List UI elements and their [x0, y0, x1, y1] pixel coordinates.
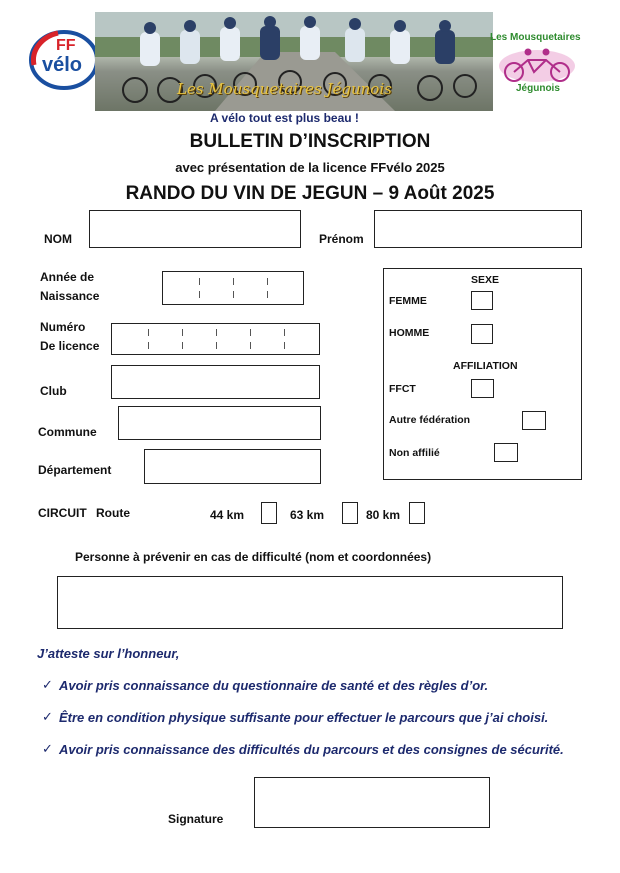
non-affilie-checkbox[interactable]	[494, 443, 518, 462]
circuit-option-63-label: 63 km	[290, 508, 325, 522]
club-logo	[488, 30, 588, 98]
emergency-contact-field[interactable]	[57, 576, 563, 629]
departement-label: Département	[38, 463, 112, 477]
sexe-affiliation-panel	[383, 268, 582, 480]
attestation-intro: J’atteste sur l’honneur,	[37, 646, 180, 661]
ffvelo-logo-ff: FF	[56, 37, 76, 54]
photo-caption: Les Mousquetaires Jégunois	[177, 80, 392, 98]
femme-checkbox[interactable]	[471, 291, 493, 310]
signature-field[interactable]	[254, 777, 490, 828]
form-title: BULLETIN D’INSCRIPTION	[189, 131, 431, 152]
nom-label: NOM	[44, 232, 72, 246]
event-title: RANDO DU VIN DE JEGUN – 9 Août 2025	[125, 183, 495, 204]
checkmark-icon: ✓	[42, 709, 53, 724]
tagline: A vélo tout est plus beau !	[210, 111, 359, 125]
femme-label: FEMME	[389, 295, 427, 307]
club-logo-town: Jégunois	[516, 83, 560, 94]
signature-label: Signature	[168, 812, 224, 826]
departement-field[interactable]	[144, 449, 321, 484]
circuit-label: CIRCUIT	[38, 506, 87, 520]
sexe-title: SEXE	[471, 274, 500, 286]
club-label: Club	[40, 384, 67, 398]
checkmark-icon: ✓	[42, 741, 53, 756]
prenom-field[interactable]	[374, 210, 582, 248]
attestation-item: Être en condition physique suffisante pour effectuer le parcours que j’ai choisi.	[59, 710, 549, 725]
ffvelo-logo-velo: vélo	[42, 54, 83, 76]
birth-year-field[interactable]	[162, 271, 304, 305]
circuit-option-80-label: 80 km	[366, 508, 401, 522]
ffct-label: FFCT	[389, 383, 416, 395]
attestation-item: Avoir pris connaissance du questionnaire de santé et des règles d’or.	[59, 678, 489, 693]
ffvelo-logo	[28, 27, 100, 91]
tandem-bike-icon	[498, 44, 576, 84]
circuit-option-44-label: 44 km	[210, 508, 245, 522]
annee-label-line1: Année de	[40, 270, 95, 284]
circuit-option-44-checkbox[interactable]	[261, 502, 277, 524]
circuit-option-80-checkbox[interactable]	[409, 502, 425, 524]
non-affilie-label: Non affilié	[389, 447, 440, 459]
club-logo-title: Les Mousquetaires	[490, 32, 581, 43]
licence-label-line1: Numéro	[40, 320, 86, 334]
homme-checkbox[interactable]	[471, 324, 493, 344]
annee-label-line2: Naissance	[40, 289, 100, 303]
licence-number-field[interactable]	[111, 323, 320, 355]
licence-label-line2: De licence	[40, 339, 100, 353]
form-subtitle: avec présentation de la licence FFvélo 2025	[175, 160, 445, 175]
autre-federation-checkbox[interactable]	[522, 411, 546, 430]
nom-field[interactable]	[89, 210, 301, 248]
emergency-contact-label: Personne à prévenir en cas de difficulté (nom et coordonnées)	[75, 550, 432, 564]
club-field[interactable]	[111, 365, 320, 399]
checkmark-icon: ✓	[42, 677, 53, 692]
attestation-item: Avoir pris connaissance des difficultés du parcours et des consignes de sécurité.	[59, 742, 564, 757]
circuit-type: Route	[96, 506, 130, 520]
ffct-checkbox[interactable]	[471, 379, 494, 398]
commune-field[interactable]	[118, 406, 321, 440]
affiliation-title: AFFILIATION	[453, 360, 518, 372]
circuit-option-63-checkbox[interactable]	[342, 502, 358, 524]
prenom-label: Prénom	[319, 232, 364, 246]
homme-label: HOMME	[389, 327, 430, 339]
commune-label: Commune	[38, 425, 97, 439]
cyclists-photo	[95, 12, 493, 111]
autre-federation-label: Autre fédération	[389, 414, 471, 426]
